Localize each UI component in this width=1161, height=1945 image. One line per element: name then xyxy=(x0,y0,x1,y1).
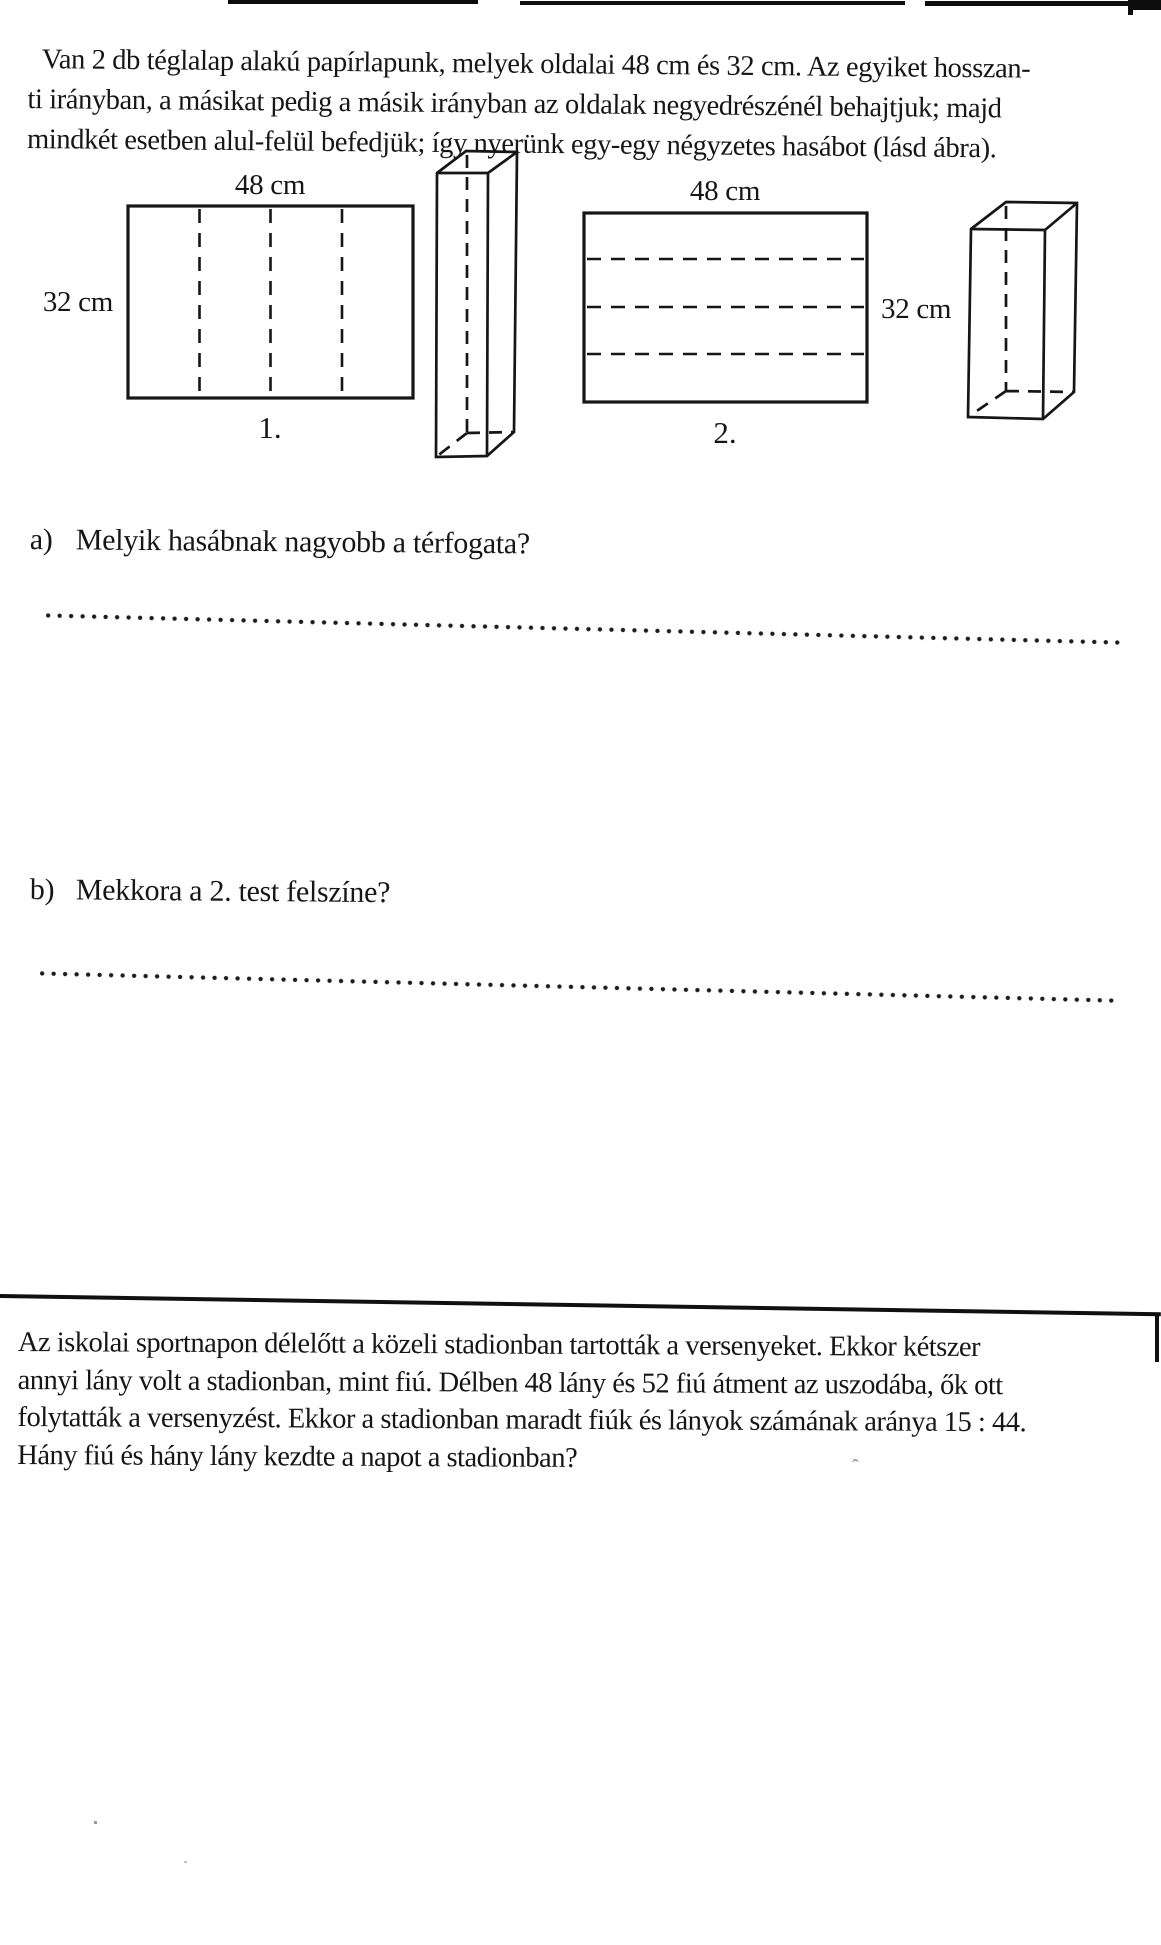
question-b xyxy=(30,873,391,910)
intro-line-2: ti irányban, a másikat pedig a másik irányban az oldalak negyedrészénél behajtjuk; majd xyxy=(27,83,1002,125)
figure-2-width-label: 48 cm xyxy=(689,175,761,207)
prism-2-hidden-edges xyxy=(968,206,1074,417)
scan-artifact-right-edge xyxy=(1155,1314,1159,1362)
scan-artifact-speck xyxy=(94,1821,97,1824)
figure-1-caption: 1. xyxy=(258,410,282,445)
scan-artifact-caret: ˆ xyxy=(852,1456,859,1478)
prism-2 xyxy=(968,202,1077,419)
intro-line-1: Van 2 db téglalap alakú papírlapunk, melyek oldalai 48 cm és 32 cm. Az egyiket hosszan- xyxy=(41,44,1031,85)
answer-line-b xyxy=(40,971,1116,1003)
prism-1-hidden-edges xyxy=(436,155,514,457)
problem2-line-3: folytatták a versenyzést. Ekkor a stadionban maradt fiúk és lányok számának aránya 15 : 44. xyxy=(17,1401,1027,1439)
problem2-line-2: annyi lány volt a stadionban, mint fiú. Délben 48 lány és 52 fiú átment az uszodába, ők ott xyxy=(17,1364,1003,1401)
prism-1-outline xyxy=(436,151,517,457)
answer-line-a xyxy=(46,613,1120,645)
scan-artifact-speck xyxy=(184,1861,187,1863)
prism-2-outline xyxy=(968,202,1077,419)
question-b-text: Mekkora a 2. test felszíne? xyxy=(75,873,391,910)
figure-1-height-label: 32 cm xyxy=(42,286,113,318)
exercise-separator-rule xyxy=(0,1294,1161,1316)
question-a-text: Melyik hasábnak nagyobb a térfogata? xyxy=(75,523,531,561)
problem2-line-1: Az iskolai sportnapon délelőtt a közeli stadionban tartották a versenyeket. Ekkor kétszer xyxy=(17,1327,981,1364)
prism-2-visible-edges xyxy=(971,203,1077,419)
figure-1-width-label: 48 cm xyxy=(234,169,306,201)
figure-2-caption: 2. xyxy=(713,415,737,450)
prism-1-visible-edges xyxy=(437,152,517,456)
figure-2-rectangle xyxy=(584,213,867,402)
figure-1-net xyxy=(128,206,413,398)
question-b-label: b) xyxy=(29,873,55,907)
intro-line-3: mindkét esetben alul-felül befedjük; így nyerünk egy-egy négyzetes hasábot (lásd ábra). xyxy=(26,123,997,165)
problem2-paragraph xyxy=(17,1324,1153,1480)
question-a-label: a) xyxy=(29,523,53,557)
figures-drawing xyxy=(0,0,1161,490)
question-a xyxy=(30,523,530,561)
problem2-line-4: Hány fiú és hány lány kezdte a napot a stadionban? xyxy=(17,1439,578,1474)
figure-2-height-label: 32 cm xyxy=(881,293,952,325)
figure-2-net xyxy=(584,213,867,402)
prism-1 xyxy=(436,151,517,457)
